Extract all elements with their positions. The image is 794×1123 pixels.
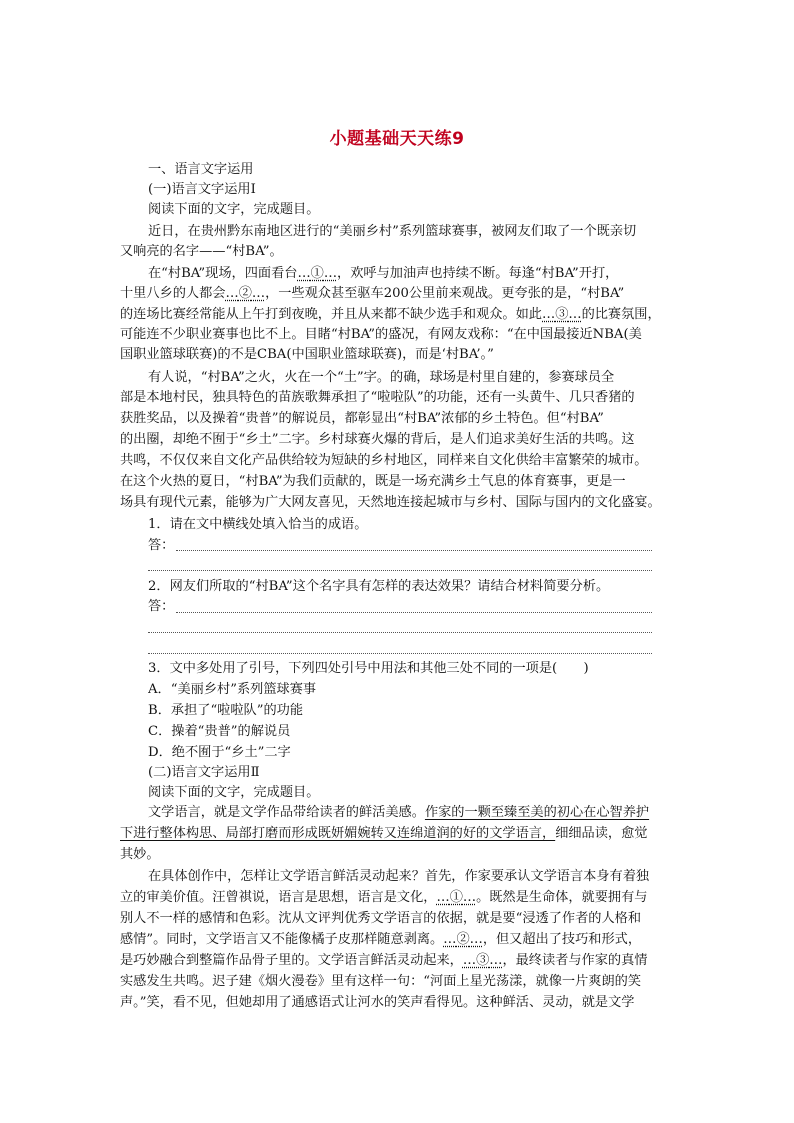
- paragraph-line: 又响亮的名字——“村BA”。: [120, 244, 283, 259]
- text-span: ，一些观众甚至驱车200公里前来观战。更夸张的是，“村BA”: [265, 286, 625, 301]
- text-span: 。既然是生命体，就要拥有与: [476, 890, 648, 905]
- text-span: 感情”。同时，文学语言又不能像橘子皮那样随意剥离。: [120, 932, 444, 947]
- paragraph-line: [120, 930, 680, 950]
- paragraph-line: 在具体创作中，怎样让文学语言鲜活灵动起来？首先，作家要承认文学语言本身有着独: [148, 869, 650, 884]
- fill-blank[interactable]: …②…: [443, 932, 483, 947]
- paragraph-line: 可能连不少职业赛事也比不上。目睹“村BA”的盛况，有网友戏称：“在中国最接近NBA(美: [120, 327, 642, 342]
- paragraph-line: [148, 803, 680, 823]
- paragraph-line: [120, 305, 680, 325]
- paragraph-line: 其妙。: [120, 847, 160, 862]
- paragraph-line: [120, 888, 680, 908]
- text-span: 文学语言，就是文学作品带给读者的鲜活美感。: [148, 805, 425, 820]
- answer-line[interactable]: [148, 570, 652, 571]
- paragraph-line: 获胜奖品，以及操着“贵普”的解说员，都彰显出“村BA”浓郁的乡土特色。但“村BA”: [120, 411, 604, 426]
- question-1: 1．请在文中横线处填入恰当的成语。: [148, 517, 368, 532]
- text-span: 的比赛氛围，: [581, 307, 661, 322]
- answer-label: 答：: [148, 538, 175, 553]
- text-span: 是巧妙融合到整篇作品骨子里的。文学语言鲜活灵动起来，: [120, 953, 463, 968]
- paragraph-line: 有人说，“村BA”之火，火在一个“土”字。的确，球场是村里自建的，参赛球员全: [148, 370, 615, 385]
- page-title: 小题基础天天练9: [329, 129, 465, 149]
- text-span: 在“村BA”现场，四面看台: [148, 266, 298, 281]
- blank-number: ①: [449, 890, 463, 905]
- paragraph-line: 共鸣，不仅仅来自文化产品供给较为短缺的乡村地区，同样来自文化供给丰富繁荣的城市。: [120, 453, 648, 468]
- paragraph-line: 场具有现代元素，能够为广大网友喜见，天然地连接起城市与乡村、国际与国内的文化盛宴。: [120, 495, 661, 510]
- text-span: 十里八乡的人都会: [120, 286, 226, 301]
- text-span: ，但又超出了技巧和形式，: [482, 932, 642, 947]
- instruction: 阅读下面的文字，完成题目。: [148, 202, 320, 217]
- fill-blank[interactable]: …③…: [542, 307, 582, 322]
- paragraph-line: [120, 951, 680, 971]
- question-2: 2．网友们所取的“村BA”这个名字具有怎样的表达效果？请结合材料简要分析。: [148, 579, 610, 594]
- subsection-heading: (一)语言文字运用Ⅰ: [148, 182, 256, 197]
- paragraph-line: [148, 264, 680, 284]
- text-span: ，欢呼与加油声也持续不断。每逢“村BA”开打，: [337, 266, 619, 281]
- blank-number: ②: [238, 286, 252, 301]
- text-span: ，最终读者与作家的真情: [502, 953, 648, 968]
- paragraph-line: 近日，在贵州黔东南地区进行的“美丽乡村”系列篮球赛事，被网友们取了一个既亲切: [148, 224, 637, 239]
- answer-line[interactable]: [176, 550, 652, 551]
- text-span: 细细品读，愈觉: [555, 826, 648, 841]
- section-heading: 一、语言文字运用: [148, 162, 254, 177]
- fill-blank[interactable]: …②…: [225, 286, 266, 301]
- fill-blank[interactable]: …③…: [462, 953, 503, 968]
- paragraph-line: 实感发生共鸣。迟子建《烟火漫卷》里有这样一句：“河面上星光荡漾，就像一片爽朗的笑: [120, 974, 642, 989]
- paragraph-line: 部是本地村民，独具特色的苗族歌舞承担了“啦啦队”的功能，还有一头黄牛、几只香猪的: [120, 390, 635, 405]
- text-span: 的连场比赛经常能从上午打到夜晚，并且从来都不缺少选手和观众。如此: [120, 307, 542, 322]
- blank-number: ③: [476, 953, 490, 968]
- subsection-heading: (二)语言文字运用Ⅱ: [148, 765, 260, 780]
- question-3: 3．文中多处用了引号，下列四处引号中用法和其他三处不同的一项是( ): [148, 661, 589, 676]
- paragraph-line: 在这个火热的夏日，“村BA”为我们贡献的，既是一场充满乡土气息的体育赛事，更是一: [120, 474, 626, 489]
- paragraph-line: [120, 284, 680, 304]
- underlined-sentence: 作家的一颗至臻至美的初心在心智养护: [424, 805, 650, 820]
- fill-blank[interactable]: …①…: [436, 890, 477, 905]
- option-b[interactable]: B．承担了“啦啦队”的功能: [148, 703, 304, 718]
- paragraph-line: 别人不一样的感情和色彩。沈从文评判优秀文学语言的依据，就是要“浸透了作者的人格和: [120, 911, 642, 926]
- paragraph-line: [120, 824, 680, 844]
- instruction: 阅读下面的文字，完成题目。: [148, 785, 320, 800]
- blank-number: ②: [456, 932, 470, 947]
- blank-number: ①: [310, 266, 324, 281]
- answer-line[interactable]: [148, 653, 652, 654]
- blank-number: ③: [555, 307, 569, 322]
- paragraph-line: 国职业篮球联赛)的不是CBA(中国职业篮球联赛)，而是‘村BA’。”: [120, 347, 494, 362]
- option-c[interactable]: C．操着“贵普”的解说员: [148, 724, 291, 739]
- option-a[interactable]: A．“美丽乡村”系列篮球赛事: [148, 682, 317, 697]
- answer-line[interactable]: [148, 632, 652, 633]
- answer-label: 答：: [148, 599, 175, 614]
- paragraph-line: 声。”笑，看不见，但她却用了通感语式让河水的笑声看得见。这种鲜活、灵动，就是文学: [120, 995, 635, 1010]
- answer-line[interactable]: [176, 612, 652, 613]
- paragraph-line: 的出圈，却绝不囿于“乡土”二字。乡村球赛火爆的背后，是人们追求美好生活的共鸣。这: [120, 432, 635, 447]
- text-span: 立的审美价值。汪曾祺说，语言是思想，语言是文化，: [120, 890, 437, 905]
- underlined-sentence: 下进行整体构思、局部打磨而形成既妍媚婉转又连绵道润的好的文学语言，: [120, 826, 556, 841]
- fill-blank[interactable]: …①…: [297, 266, 338, 281]
- option-d[interactable]: D．绝不囿于“乡土”二字: [148, 745, 291, 760]
